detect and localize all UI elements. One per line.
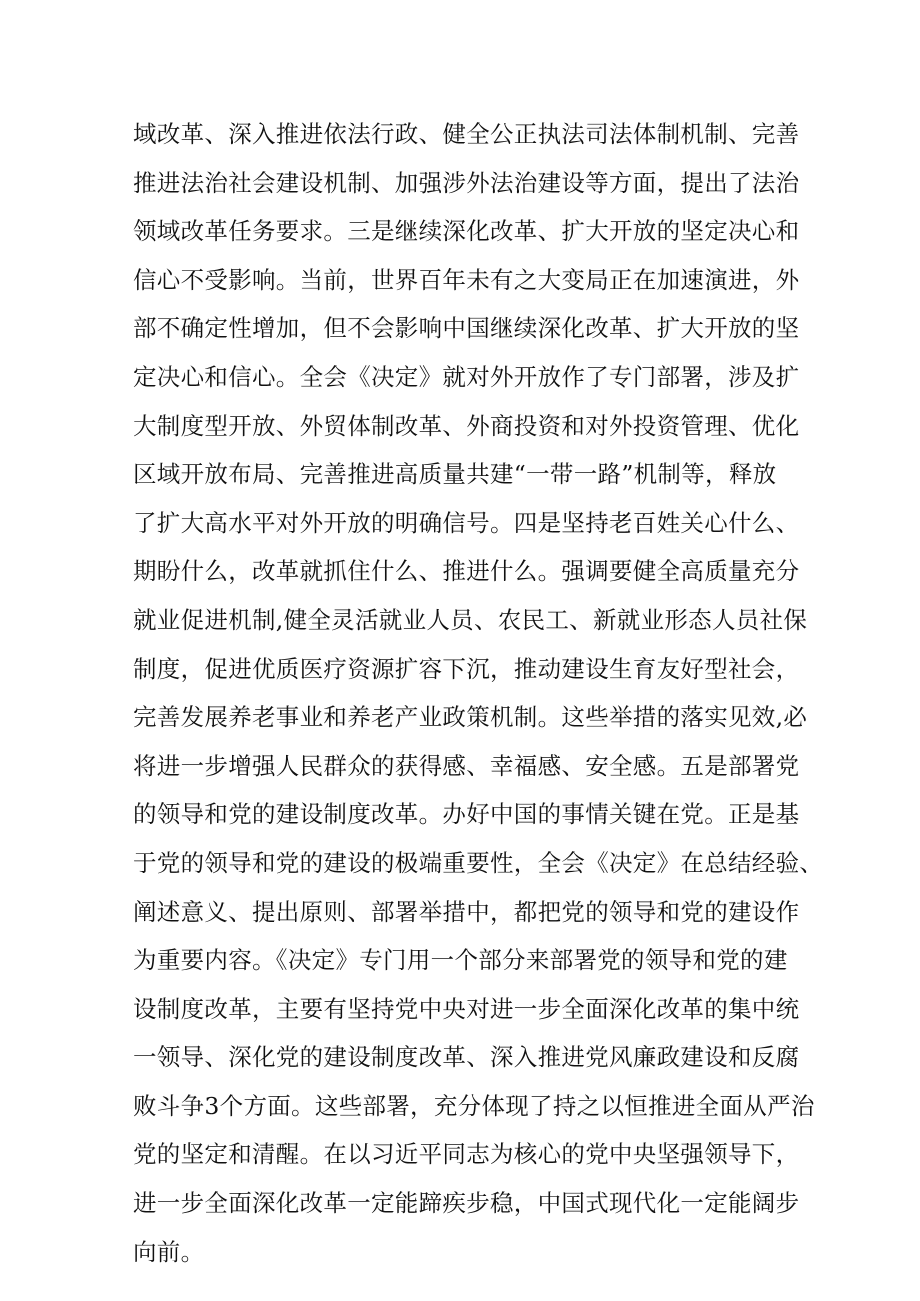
text-line: 期盼什么，改革就抓住什么、推进什么。强调要健全高质量充分 — [133, 557, 800, 586]
text-line: 设制度改革，主要有坚持党中央对进一步全面深化改革的集中统 — [133, 994, 800, 1023]
text-line: 败斗争3个方面。这些部署，充分体现了持之以恒推进全面从严治 — [133, 1091, 815, 1120]
text-line: 区域开放布局、完善推进高质量共建“一带一路”机制等，释放 — [133, 460, 777, 489]
text-line: 党的坚定和清醒。在以习近平同志为核心的党中央坚强领导下， — [133, 1140, 800, 1169]
text-line: 就业促进机制,健全灵活就业人员、农民工、新就业形态人员社保 — [133, 605, 808, 634]
body-paragraph — [133, 110, 824, 1276]
text-line: 部不确定性增加，但不会影响中国继续深化改革、扩大开放的坚 — [133, 314, 800, 343]
text-line: 为重要内容。《决定》专门用一个部分来部署党的领导和党的建 — [133, 946, 788, 975]
text-line: 信心不受影响。当前，世界百年未有之大变局正在加速演进，外 — [133, 265, 800, 294]
text-line: 向前。 — [133, 1237, 205, 1266]
text-line: 的领导和党的建设制度改革。办好中国的事情关键在党。正是基 — [133, 800, 800, 829]
text-line: 一领导、深化党的建设制度改革、深入推进党风廉政建设和反腐 — [133, 1043, 800, 1072]
text-line: 推进法治社会建设机制、加强涉外法治建设等方面，提出了法治 — [133, 168, 800, 197]
text-line: 域改革、深入推进依法行政、健全公正执法司法体制机制、完善 — [133, 120, 800, 148]
text-line: 阐述意义、提出原则、部署举措中，都把党的领导和党的建设作 — [133, 897, 800, 926]
text-line: 大制度型开放、外贸体制改革、外商投资和对外投资管理、优化 — [133, 411, 800, 440]
text-line: 完善发展养老事业和养老产业政策机制。这些举措的落实见效,必 — [133, 703, 808, 732]
text-line: 定决心和信心。全会《决定》就对外开放作了专门部署，涉及扩 — [133, 362, 800, 391]
text-line: 领域改革任务要求。三是继续深化改革、扩大开放的坚定决心和 — [133, 217, 800, 246]
text-line: 了扩大高水平对外开放的明确信号。四是坚持老百姓关心什么、 — [133, 508, 800, 537]
text-line: 进一步全面深化改革一定能蹄疾步稳，中国式现代化一定能阔步 — [133, 1189, 800, 1218]
text-line: 将进一步增强人民群众的获得感、幸福感、安全感。五是部署党 — [133, 751, 800, 780]
text-line: 于党的领导和党的建设的极端重要性，全会《决定》在总结经验、 — [133, 848, 824, 877]
text-line: 制度，促进优质医疗资源扩容下沉，推动建设生育友好型社会， — [133, 654, 800, 683]
